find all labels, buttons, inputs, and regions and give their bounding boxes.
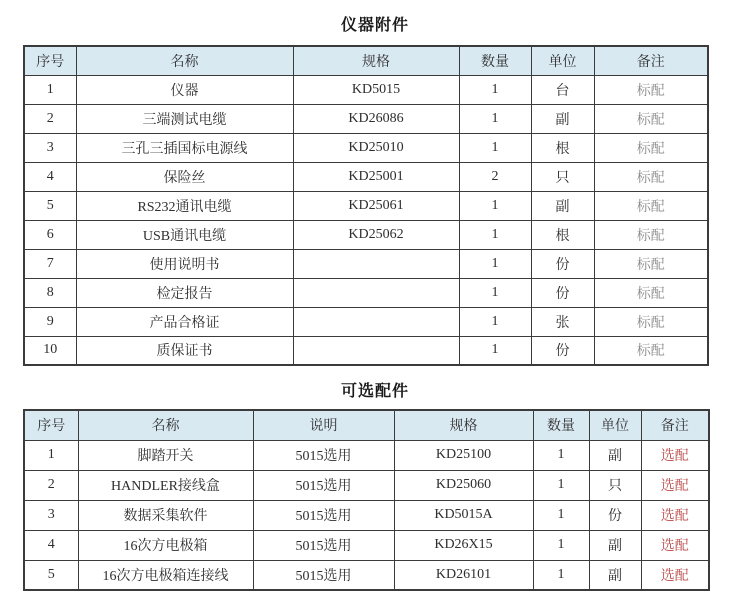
table-cell: 1: [533, 530, 589, 560]
optional-accessories-table: [23, 409, 710, 591]
table-row: [24, 440, 709, 470]
note-cell: 标配: [594, 75, 708, 104]
table-cell: 副: [589, 560, 641, 590]
table-cell: USB通讯电缆: [76, 220, 293, 249]
header-cell: 名称: [78, 410, 253, 440]
table-cell: [293, 307, 459, 336]
table-row: [24, 249, 708, 278]
table-cell: 1: [533, 500, 589, 530]
table-cell: 仪器: [76, 75, 293, 104]
table-cell: 2: [24, 104, 76, 133]
table-cell: 3: [24, 133, 76, 162]
table-cell: 副: [531, 104, 594, 133]
table-row: [24, 307, 708, 336]
note-cell: 标配: [594, 336, 708, 365]
table-cell: 1: [459, 307, 531, 336]
header-cell: 序号: [24, 46, 76, 75]
table-cell: 1: [24, 75, 76, 104]
table-cell: HANDLER接线盒: [78, 470, 253, 500]
table-cell: KD25001: [293, 162, 459, 191]
table-row: [24, 530, 709, 560]
header-cell: 备注: [641, 410, 709, 440]
table-cell: RS232通讯电缆: [76, 191, 293, 220]
note-cell: 标配: [594, 104, 708, 133]
table-cell: KD25100: [394, 440, 533, 470]
table-cell: 2: [24, 470, 78, 500]
table-cell: KD5015A: [394, 500, 533, 530]
table-cell: 4: [24, 530, 78, 560]
table-cell: 副: [589, 530, 641, 560]
table-cell: [293, 249, 459, 278]
note-cell: 标配: [594, 133, 708, 162]
table2-header: [24, 410, 709, 440]
table-cell: KD25010: [293, 133, 459, 162]
table-row: [24, 278, 708, 307]
table-cell: 1: [459, 249, 531, 278]
table-cell: 数据采集软件: [78, 500, 253, 530]
table-row: [24, 220, 708, 249]
header-cell: 单位: [531, 46, 594, 75]
table-cell: KD25060: [394, 470, 533, 500]
table-cell: 质保证书: [76, 336, 293, 365]
header-cell: 数量: [459, 46, 531, 75]
table-row: [24, 104, 708, 133]
table-cell: 7: [24, 249, 76, 278]
table-cell: 1: [459, 75, 531, 104]
table-cell: 1: [533, 560, 589, 590]
table-cell: KD25061: [293, 191, 459, 220]
table1-header: [24, 46, 708, 75]
table-cell: [293, 336, 459, 365]
note-cell: 选配: [641, 560, 709, 590]
table-cell: 5015选用: [253, 530, 394, 560]
table-row: [24, 75, 708, 104]
optional-accessories-title: 可选配件: [340, 383, 409, 400]
table-cell: 1: [459, 104, 531, 133]
table-cell: 4: [24, 162, 76, 191]
table-row: [24, 500, 709, 530]
table-cell: 6: [24, 220, 76, 249]
table-cell: 根: [531, 220, 594, 249]
table-cell: 1: [459, 336, 531, 365]
instrument-accessories-title: 仪器附件: [340, 17, 409, 34]
table-cell: 份: [531, 249, 594, 278]
table-cell: [293, 278, 459, 307]
header-cell: 数量: [533, 410, 589, 440]
table-row: [24, 133, 708, 162]
table-cell: 1: [459, 133, 531, 162]
table-cell: 产品合格证: [76, 307, 293, 336]
table-cell: 16次方电极箱: [78, 530, 253, 560]
table-cell: 份: [531, 336, 594, 365]
table-cell: 1: [533, 470, 589, 500]
table-cell: 1: [459, 220, 531, 249]
table-cell: KD25062: [293, 220, 459, 249]
table-cell: 2: [459, 162, 531, 191]
table-cell: 脚踏开关: [78, 440, 253, 470]
table-cell: 1: [459, 191, 531, 220]
table-cell: 使用说明书: [76, 249, 293, 278]
note-cell: 标配: [594, 249, 708, 278]
note-cell: 选配: [641, 500, 709, 530]
note-cell: 标配: [594, 220, 708, 249]
header-cell: 规格: [293, 46, 459, 75]
note-cell: 标配: [594, 191, 708, 220]
instrument-accessories-table: [23, 45, 709, 366]
table-cell: 5: [24, 560, 78, 590]
table-cell: 份: [589, 500, 641, 530]
table-cell: 8: [24, 278, 76, 307]
table-cell: 份: [531, 278, 594, 307]
table-cell: 根: [531, 133, 594, 162]
table-cell: KD26X15: [394, 530, 533, 560]
table-cell: 5: [24, 191, 76, 220]
header-cell: 说明: [253, 410, 394, 440]
table-cell: 1: [24, 440, 78, 470]
table-cell: 副: [531, 191, 594, 220]
table-row: [24, 470, 709, 500]
table-cell: 只: [531, 162, 594, 191]
table-cell: 台: [531, 75, 594, 104]
table-cell: 3: [24, 500, 78, 530]
table-cell: 检定报告: [76, 278, 293, 307]
table-cell: 5015选用: [253, 440, 394, 470]
table-cell: 5015选用: [253, 560, 394, 590]
header-row: [24, 410, 709, 440]
table2-body: [24, 440, 709, 590]
header-cell: 备注: [594, 46, 708, 75]
table-cell: 5015选用: [253, 470, 394, 500]
table-cell: 9: [24, 307, 76, 336]
table-row: [24, 191, 708, 220]
note-cell: 标配: [594, 162, 708, 191]
table-row: [24, 162, 708, 191]
table-cell: KD26086: [293, 104, 459, 133]
header-row: [24, 46, 708, 75]
note-cell: 选配: [641, 530, 709, 560]
table-cell: 10: [24, 336, 76, 365]
header-cell: 规格: [394, 410, 533, 440]
table-cell: 1: [459, 278, 531, 307]
table-row: [24, 336, 708, 365]
table-cell: 1: [533, 440, 589, 470]
table-cell: KD26101: [394, 560, 533, 590]
table-row: [24, 560, 709, 590]
table-cell: 只: [589, 470, 641, 500]
table-cell: 16次方电极箱连接线: [78, 560, 253, 590]
note-cell: 选配: [641, 440, 709, 470]
header-cell: 单位: [589, 410, 641, 440]
table-cell: 张: [531, 307, 594, 336]
note-cell: 标配: [594, 278, 708, 307]
table-cell: 保险丝: [76, 162, 293, 191]
header-cell: 序号: [24, 410, 78, 440]
table-cell: 三端测试电缆: [76, 104, 293, 133]
note-cell: 标配: [594, 307, 708, 336]
table1-body: [24, 75, 708, 365]
note-cell: 选配: [641, 470, 709, 500]
table-cell: 副: [589, 440, 641, 470]
table-cell: 5015选用: [253, 500, 394, 530]
table-cell: KD5015: [293, 75, 459, 104]
table-cell: 三孔三插国标电源线: [76, 133, 293, 162]
header-cell: 名称: [76, 46, 293, 75]
